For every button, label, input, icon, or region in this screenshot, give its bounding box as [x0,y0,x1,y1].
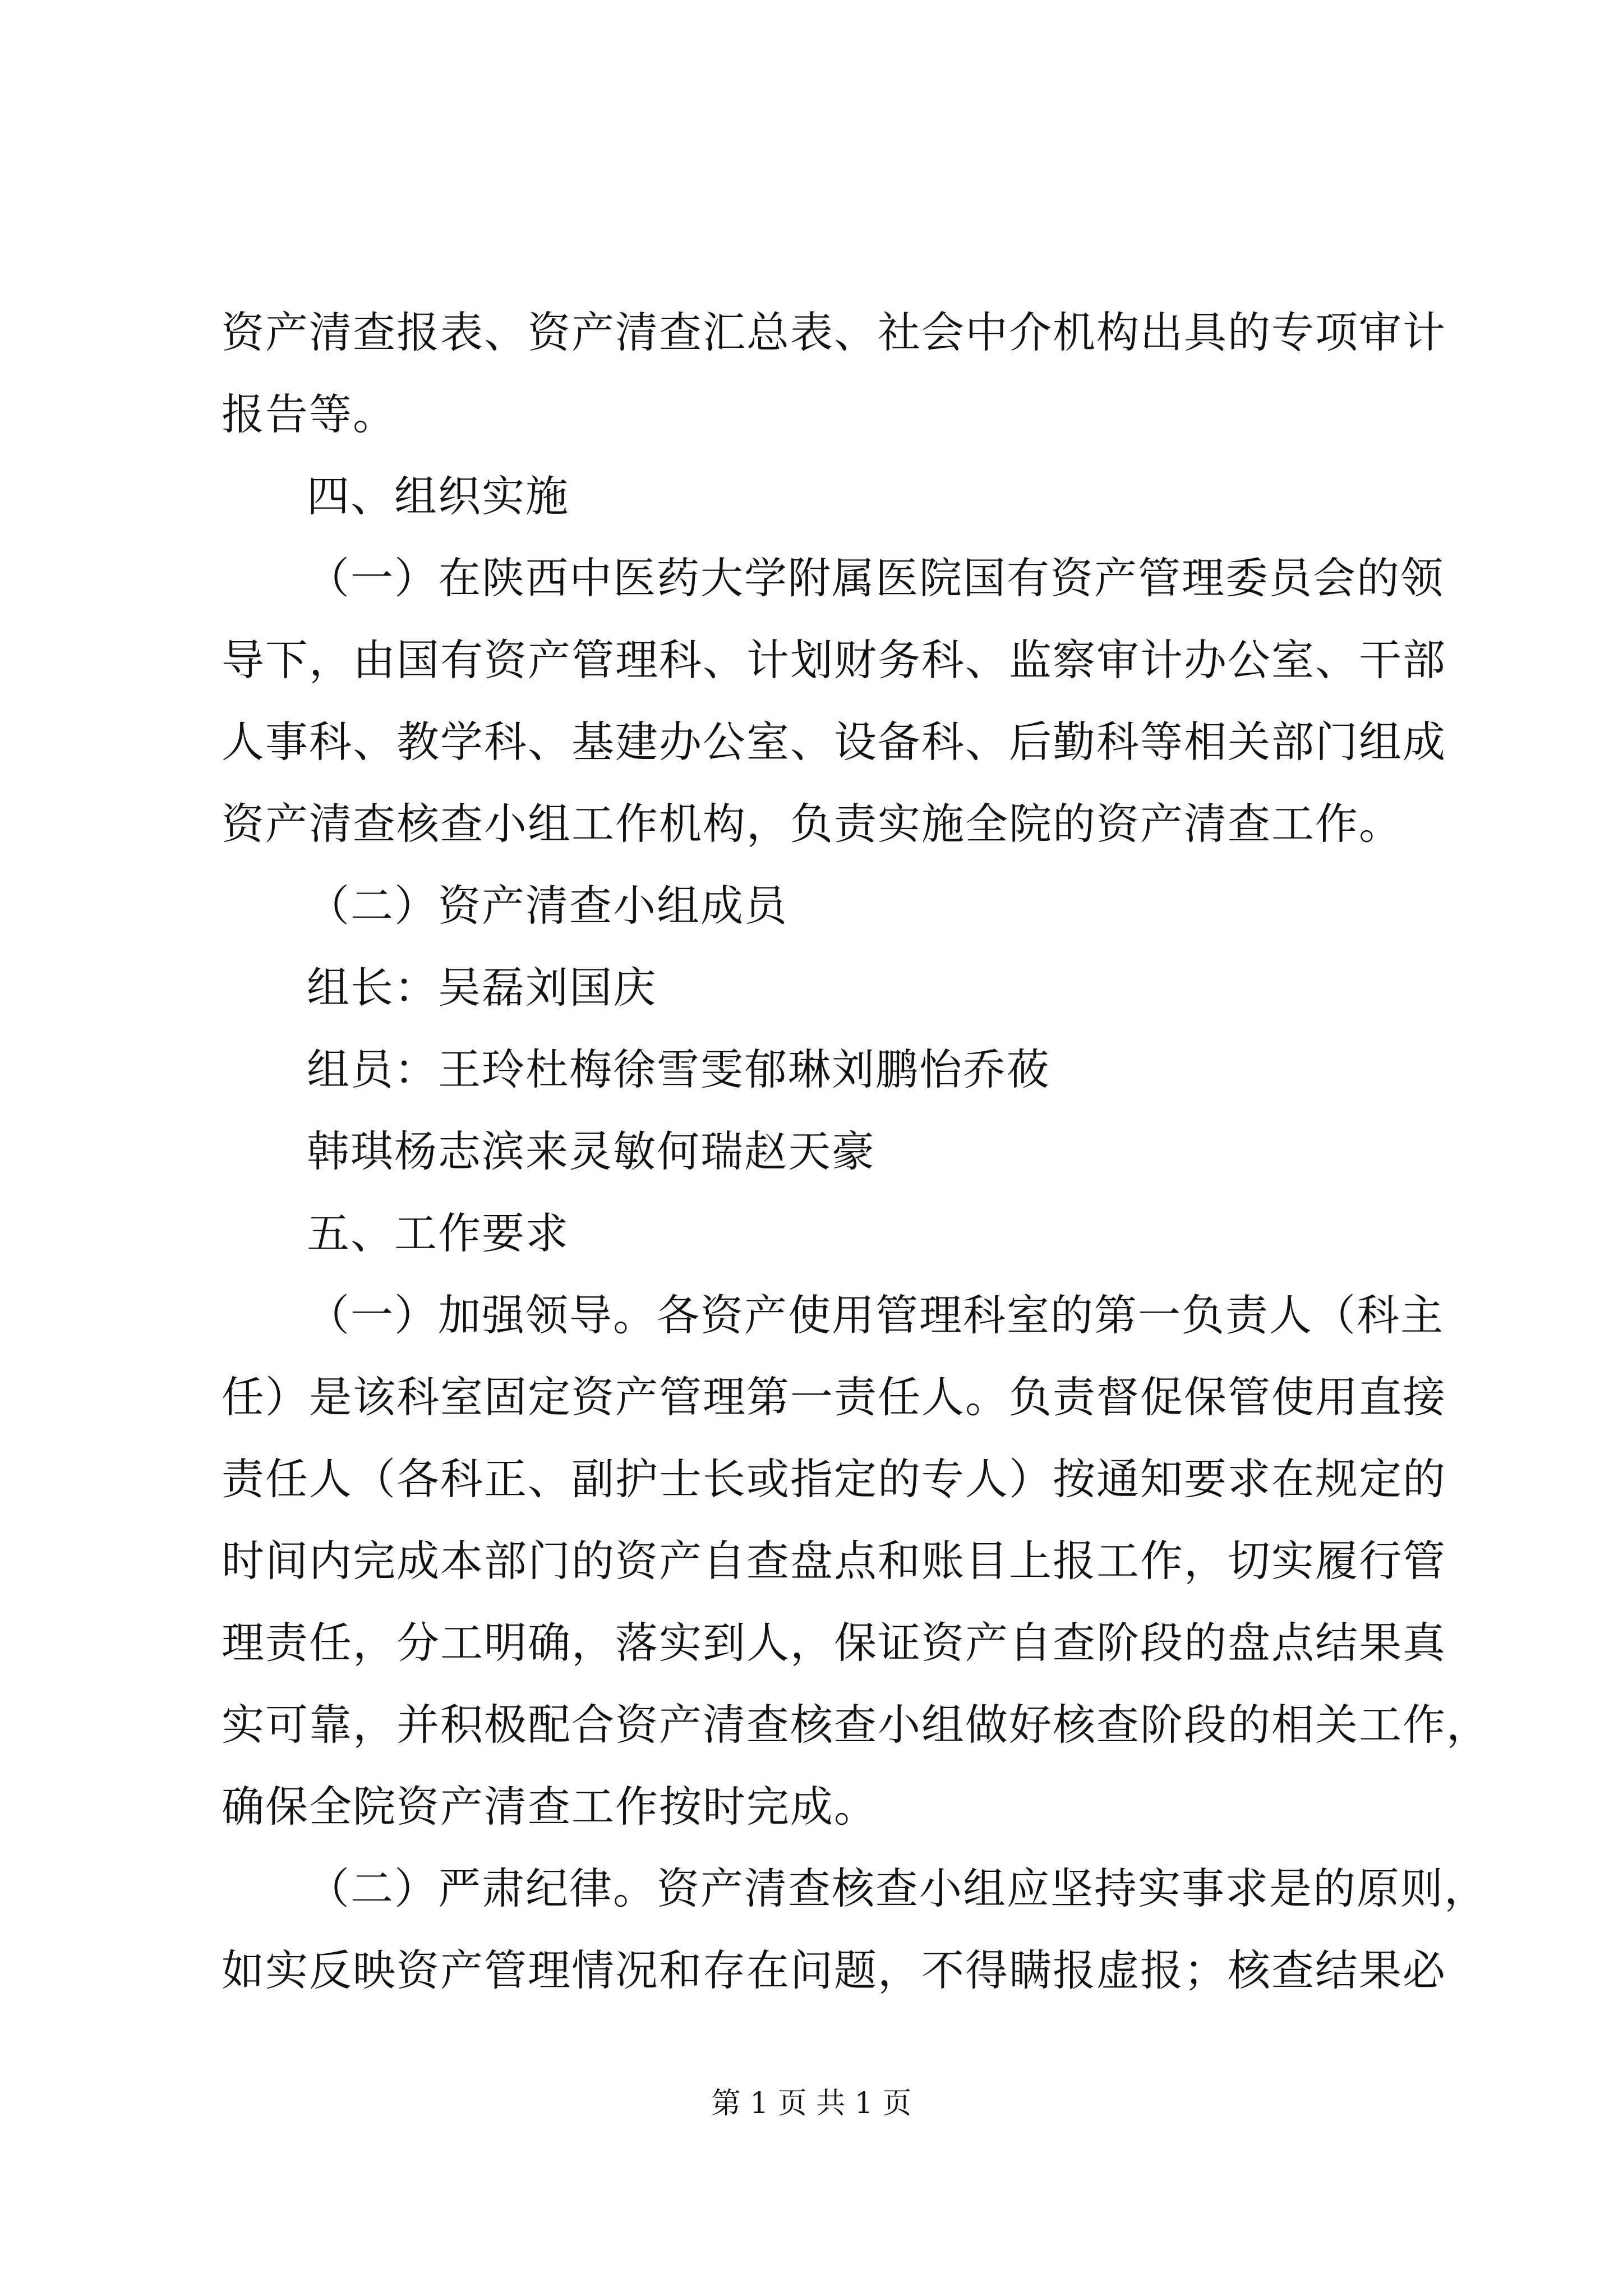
text-line: 人事科、教学科、基建办公室、设备科、后勤科等相关部门组成 [222,717,1446,767]
text-line: 导下，由国有资产管理科、计划财务科、监察审计办公室、干部 [222,635,1446,685]
page-number-footer: 第 1 页 共 1 页 [711,2087,912,2120]
text-line: 组员：王玲杜梅徐雪雯郁琳刘鹏怡乔莜 [307,1045,1050,1094]
text-line: 任）是该科室固定资产管理第一责任人。负责督促保管使用直接 [222,1372,1446,1422]
section-heading: 四、组织实施 [307,471,569,521]
subsection-heading: （二）资产清查小组成员 [307,881,788,931]
section-heading: 五、工作要求 [307,1208,569,1258]
text-line: 实可靠，并积极配合资产清查核查小组做好核查阶段的相关工作， [222,1700,1490,1750]
text-line: 组长：吴磊刘国庆 [307,963,657,1013]
text-line: 时间内完成本部门的资产自查盘点和账目上报工作，切实履行管 [222,1536,1446,1586]
text-line: 责任人（各科正、副护士长或指定的专人）按通知要求在规定的 [222,1454,1446,1504]
text-line: 理责任，分工明确，落实到人，保证资产自查阶段的盘点结果真 [222,1618,1446,1668]
text-line: （二）严肃纪律。资产清查核查小组应坚持实事求是的原则， [307,1864,1488,1913]
document-body [222,292,1490,2012]
text-line: 确保全院资产清查工作按时完成。 [222,1782,878,1832]
text-line: 资产清查报表、资产清查汇总表、社会中介机构出具的专项审计 [222,307,1446,357]
text-line: 报告等。 [222,389,396,439]
text-line: 如实反映资产管理情况和存在问题，不得瞒报虚报；核查结果必 [222,1945,1446,1995]
text-line: （一）在陕西中医药大学附属医院国有资产管理委员会的领 [307,553,1444,603]
text-line: 韩琪杨志滨来灵敏何瑞赵天豪 [307,1126,875,1176]
text-line: （一）加强领导。各资产使用管理科室的第一负责人（科主 [307,1290,1444,1340]
text-line: 资产清查核查小组工作机构，负责实施全院的资产清查工作。 [222,799,1403,849]
